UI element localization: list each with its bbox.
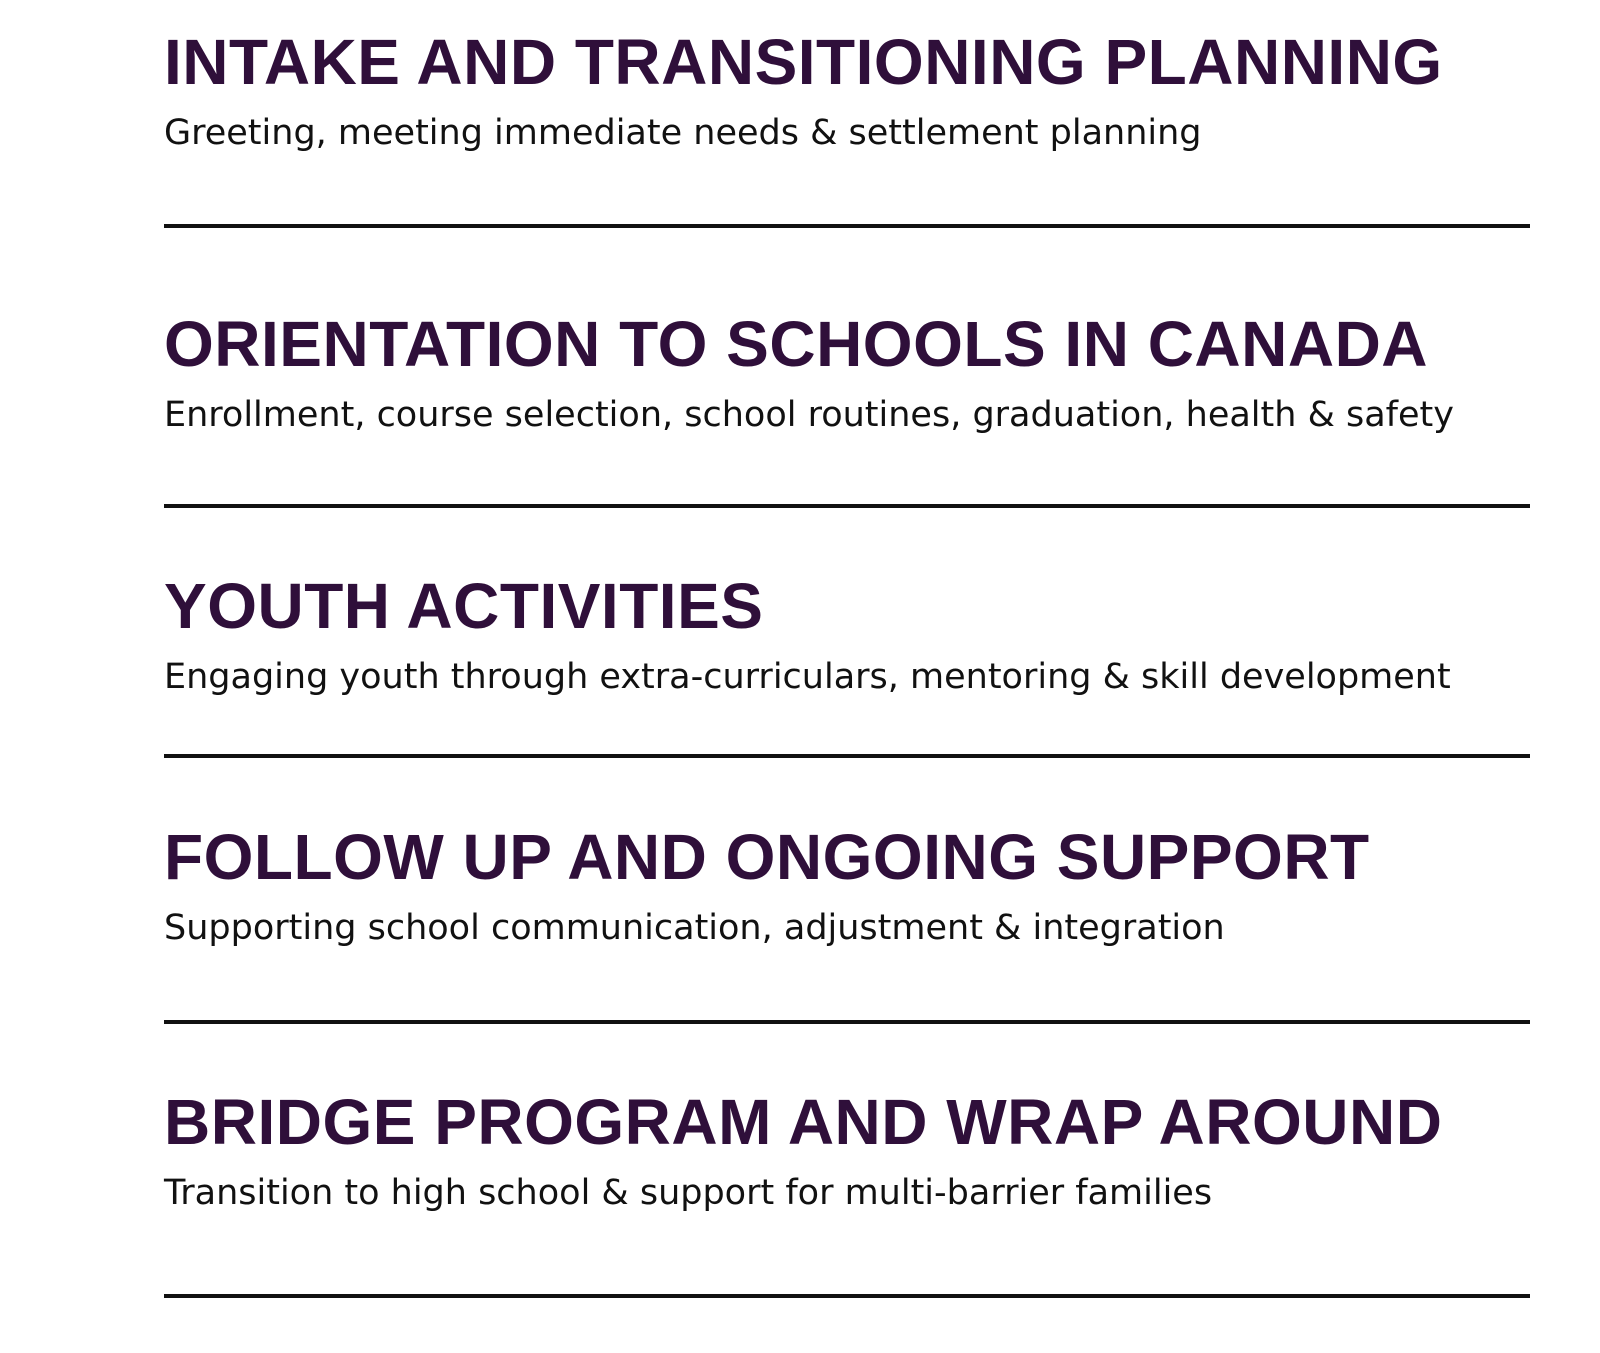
section-description: Enrollment, course selection, school routines, graduation, health & safety: [164, 395, 1454, 435]
section-divider: [164, 754, 1530, 758]
section-divider: [164, 1020, 1530, 1024]
section-description: Greeting, meeting immediate needs & settlement planning: [164, 113, 1202, 153]
section-title: BRIDGE PROGRAM AND WRAP AROUND: [164, 1086, 1443, 1158]
section-title: INTAKE AND TRANSITIONING PLANNING: [164, 26, 1443, 98]
section-divider: [164, 224, 1530, 228]
section-divider: [164, 504, 1530, 508]
section-divider: [164, 1294, 1530, 1298]
section-title: ORIENTATION TO SCHOOLS IN CANADA: [164, 308, 1428, 380]
section-description: Supporting school communication, adjustment & integration: [164, 908, 1225, 948]
section-description: Transition to high school & support for multi-barrier families: [164, 1173, 1213, 1213]
section-description: Engaging youth through extra-curriculars, mentoring & skill development: [164, 657, 1451, 697]
section-title: FOLLOW UP AND ONGOING SUPPORT: [164, 821, 1370, 893]
section-title: YOUTH ACTIVITIES: [164, 570, 764, 642]
